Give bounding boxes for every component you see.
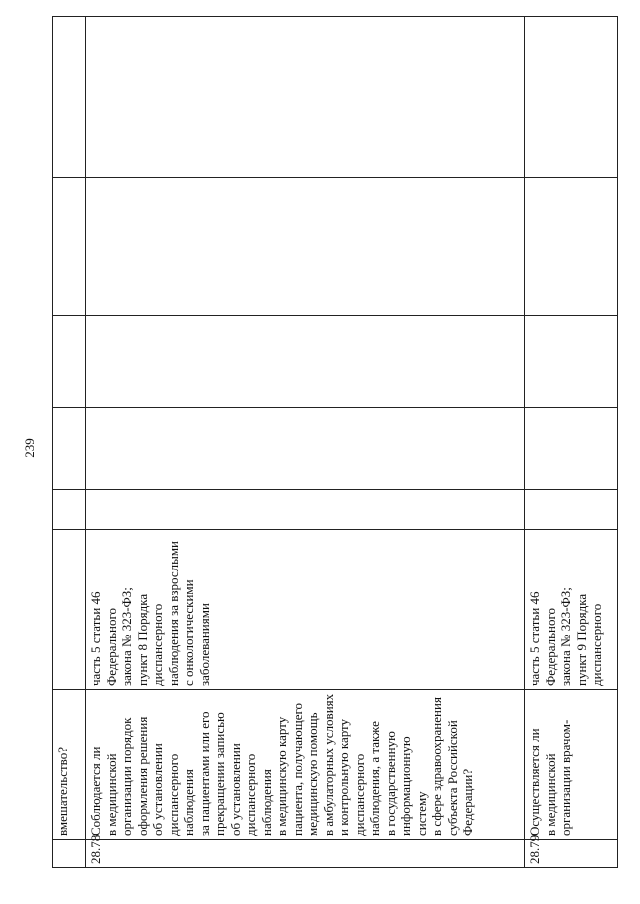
- checklist-table: [52, 16, 618, 868]
- empty-cell: [53, 17, 86, 178]
- table-row: [86, 17, 525, 868]
- empty-cell: [525, 178, 618, 316]
- page-number: 239: [22, 438, 37, 458]
- row-number-cell: 28.78: [86, 840, 525, 868]
- empty-cell: [86, 490, 525, 530]
- reference-cell: [53, 530, 86, 690]
- empty-cell: [53, 490, 86, 530]
- reference-cell: часть 5 статьи 46 Федерального закона № 323-ФЗ; пункт 8 Порядка диспансерного наблюдения за взрослыми с онкологическими заболеваниями: [86, 530, 525, 690]
- empty-cell: [53, 316, 86, 408]
- rotated-page: [52, 17, 612, 868]
- table-row: [525, 17, 618, 868]
- table-row: [53, 17, 86, 868]
- empty-cell: [525, 17, 618, 178]
- checklist-table-wrapper: [52, 17, 612, 868]
- question-cell: Осуществляется ли в медицинской организации врачом-: [525, 690, 618, 840]
- empty-cell: [525, 490, 618, 530]
- question-cell: Соблюдается ли в медицинской организации порядок оформления решения об установлении диспансерного наблюдения за пациентами или его прекращении записью об установлении диспансерного наблюдения в медицинскую карту пациента, получающего медицинскую помощь в амбулаторных условиях и контрольную карту диспансерного наблюдения, а также в государственную информационную систему в сфере здравоохранения субъекта Российской Федерации?: [86, 690, 525, 840]
- empty-cell: [53, 408, 86, 490]
- empty-cell: [86, 17, 525, 178]
- empty-cell: [53, 178, 86, 316]
- empty-cell: [86, 178, 525, 316]
- row-number-cell: 28.79: [525, 840, 618, 868]
- reference-cell: часть 5 статьи 46 Федерального закона № 323-ФЗ; пункт 9 Порядка диспансерного: [525, 530, 618, 690]
- empty-cell: [525, 316, 618, 408]
- empty-cell: [86, 316, 525, 408]
- empty-cell: [525, 408, 618, 490]
- row-number-cell: [53, 840, 86, 868]
- empty-cell: [86, 408, 525, 490]
- question-cell: вмешательство?: [53, 690, 86, 840]
